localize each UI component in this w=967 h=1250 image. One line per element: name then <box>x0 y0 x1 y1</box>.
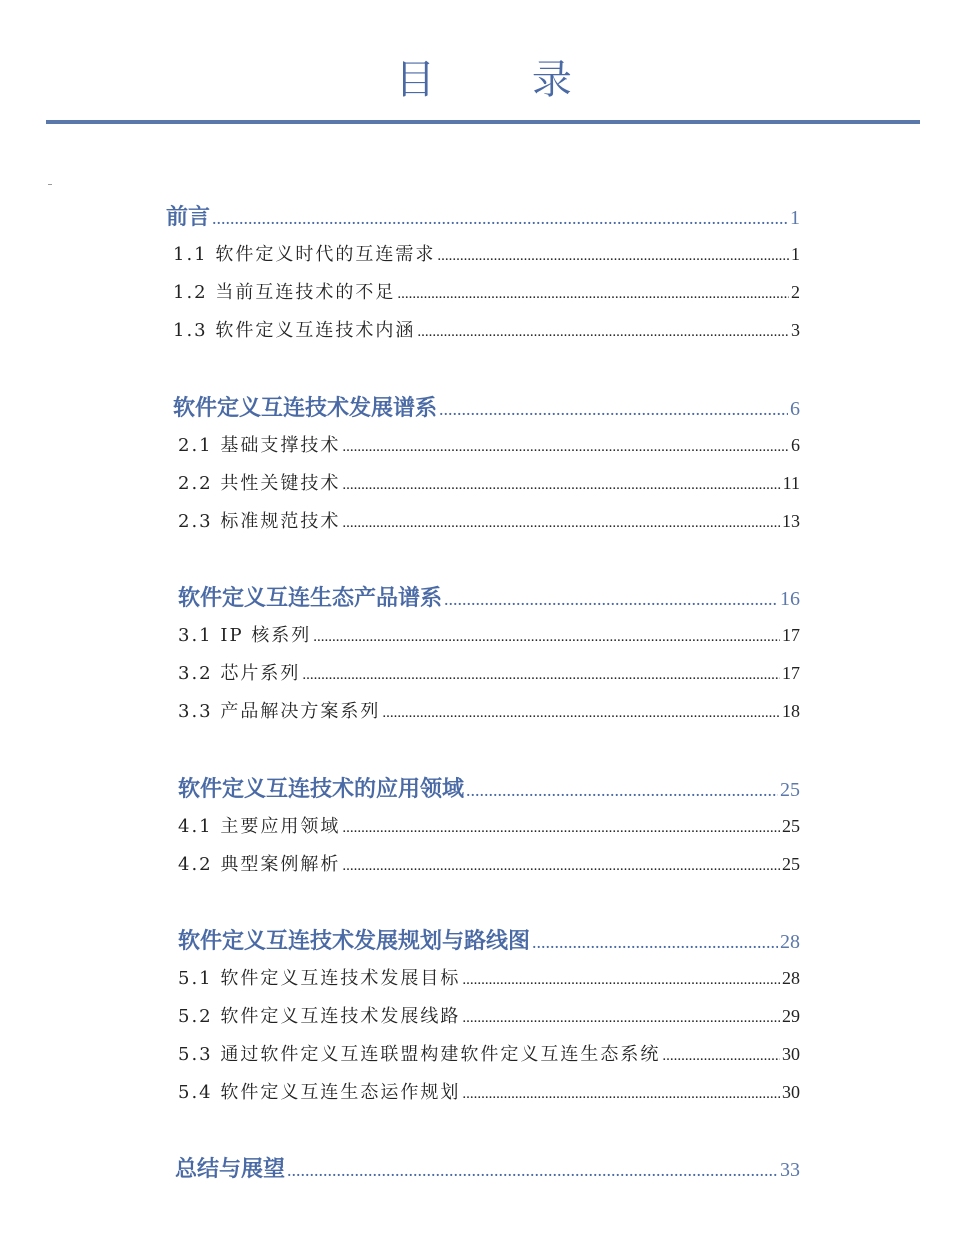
toc-page-number: 3 <box>791 320 800 340</box>
toc-page-number: 16 <box>780 588 800 610</box>
toc-leader-dots <box>532 932 778 953</box>
toc-leader-dots <box>437 248 789 265</box>
toc-chapter-2[interactable] <box>173 391 800 422</box>
toc-leader-dots <box>444 589 778 610</box>
toc-leader-dots <box>287 1160 778 1181</box>
toc-leader-dots <box>662 1048 780 1065</box>
toc-section-title: 2.2 共性关键技术 <box>178 473 341 494</box>
toc-section-1-3[interactable] <box>173 316 800 342</box>
toc-page-number: 33 <box>780 1159 800 1181</box>
toc-section-1-1[interactable] <box>173 240 800 266</box>
toc-section-2-1[interactable] <box>178 431 800 457</box>
toc-chapter-title: 软件定义互连生态产品谱系 <box>178 585 443 611</box>
toc-leader-dots <box>397 286 789 303</box>
toc-section-title: 4.2 典型案例解析 <box>178 854 341 875</box>
margin-mark <box>48 184 52 185</box>
toc-section-title: 2.3 标准规范技术 <box>178 511 341 532</box>
toc-leader-dots <box>439 399 788 420</box>
toc-leader-dots <box>417 324 789 341</box>
toc-page-number: 18 <box>782 701 800 721</box>
toc-leader-dots <box>342 477 780 494</box>
toc-page-number: 1 <box>790 207 800 229</box>
toc-leader-dots <box>342 439 789 456</box>
toc-section-4-2[interactable] <box>178 850 800 876</box>
toc-section-title: 1.3 软件定义互连技术内涵 <box>173 320 416 341</box>
toc-section-3-3[interactable] <box>178 697 800 723</box>
toc-section-1-2[interactable] <box>173 278 800 304</box>
toc-chapter-5[interactable] <box>178 924 800 955</box>
toc-page-number: 17 <box>782 625 800 645</box>
toc-section-title: 5.1 软件定义互连技术发展目标 <box>178 968 461 989</box>
toc-chapter-title: 软件定义互连技术发展谱系 <box>173 395 438 421</box>
toc-leader-dots <box>462 1010 780 1027</box>
toc-leader-dots <box>462 972 780 989</box>
page-title: 目 录 <box>395 57 614 103</box>
toc-chapter-title: 软件定义互连技术发展规划与路线图 <box>178 928 531 954</box>
toc-page-number: 6 <box>790 398 800 420</box>
toc-leader-dots <box>302 667 780 684</box>
toc-section-title: 4.1 主要应用领域 <box>178 816 341 837</box>
toc-page-number: 17 <box>782 663 800 683</box>
toc-chapter-3[interactable] <box>178 581 800 612</box>
toc-section-3-1[interactable] <box>178 621 800 647</box>
toc-page-number: 1 <box>791 244 800 264</box>
toc-page-number: 13 <box>782 511 800 531</box>
toc-page-number: 25 <box>780 779 800 801</box>
toc-page-number: 30 <box>782 1082 800 1102</box>
toc-section-5-4[interactable] <box>178 1078 800 1104</box>
toc-leader-dots <box>342 820 780 837</box>
toc-page-number: 29 <box>782 1006 800 1026</box>
toc-section-title: 5.2 软件定义互连技术发展线路 <box>178 1006 461 1027</box>
toc-leader-dots <box>466 780 778 801</box>
toc-page-number: 11 <box>782 473 800 493</box>
toc-chapter-title: 总结与展望 <box>175 1156 286 1182</box>
toc-leader-dots <box>342 515 780 532</box>
toc-page-number: 28 <box>780 931 800 953</box>
toc-section-2-3[interactable] <box>178 507 800 533</box>
toc-leader-dots <box>313 629 780 646</box>
toc-leader-dots <box>212 208 788 229</box>
toc-section-title: 5.3 通过软件定义互连联盟构建软件定义互连生态系统 <box>178 1044 661 1065</box>
toc-page-number: 30 <box>782 1044 800 1064</box>
toc-section-title: 2.1 基础支撑技术 <box>178 435 341 456</box>
toc-chapter-1[interactable] <box>166 200 800 231</box>
toc-chapter-title: 前言 <box>166 204 211 230</box>
toc-chapter-6[interactable] <box>175 1152 800 1183</box>
toc-page-number: 25 <box>782 854 800 874</box>
toc-page-number: 28 <box>782 968 800 988</box>
toc-section-title: 3.2 芯片系列 <box>178 663 301 684</box>
toc-section-title: 1.1 软件定义时代的互连需求 <box>173 244 436 265</box>
toc-section-5-1[interactable] <box>178 964 800 990</box>
toc-page-number: 25 <box>782 816 800 836</box>
title-divider <box>46 120 920 124</box>
toc-chapter-title: 软件定义互连技术的应用领域 <box>178 776 465 802</box>
toc-section-5-3[interactable] <box>178 1040 800 1066</box>
toc-page-number: 6 <box>791 435 800 455</box>
toc-section-title: 5.4 软件定义互连生态运作规划 <box>178 1082 461 1103</box>
toc-section-title: 1.2 当前互连技术的不足 <box>173 282 396 303</box>
toc-section-title: 3.1 IP 核系列 <box>178 625 312 646</box>
toc-section-4-1[interactable] <box>178 812 800 838</box>
toc-leader-dots <box>462 1086 780 1103</box>
toc-chapter-4[interactable] <box>178 772 800 803</box>
toc-section-title: 3.3 产品解决方案系列 <box>178 701 381 722</box>
toc-leader-dots <box>342 858 780 875</box>
toc-page-number: 2 <box>791 282 800 302</box>
toc-leader-dots <box>382 705 780 722</box>
toc-section-2-2[interactable] <box>178 469 800 495</box>
toc-section-5-2[interactable] <box>178 1002 800 1028</box>
toc-section-3-2[interactable] <box>178 659 800 685</box>
